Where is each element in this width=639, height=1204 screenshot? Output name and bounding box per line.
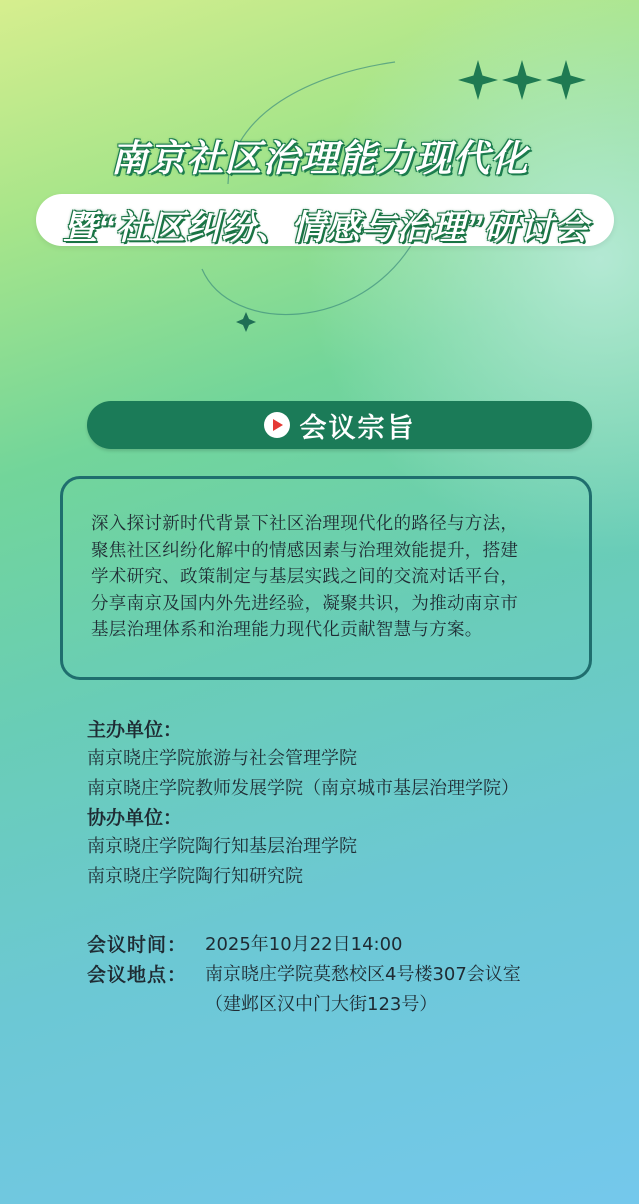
page-title: 南京社区治理能力现代化 xyxy=(110,138,529,179)
organizers-section xyxy=(87,716,627,892)
meeting-address-value: （建邺区汉中门大街123号） xyxy=(205,994,438,1015)
sparkle-stars-icon xyxy=(458,58,588,102)
play-circle-icon xyxy=(264,412,290,438)
purpose-line: 深入探讨新时代背景下社区治理现代化的路径与方法， xyxy=(91,514,519,534)
purpose-text xyxy=(91,511,567,644)
purpose-box xyxy=(60,476,592,680)
meeting-info xyxy=(87,930,625,1020)
meeting-place-row xyxy=(87,960,625,990)
meeting-time-row xyxy=(87,930,625,960)
page-subtitle: 暨“社区纠纷、情感与治理”研讨会 xyxy=(63,209,589,247)
host-item: 南京晓庄学院旅游与社会管理学院 xyxy=(87,748,357,769)
purpose-line: 学术研究、政策制定与基层实践之间的交流对话平台， xyxy=(91,567,519,587)
co-host-label: 协办单位： xyxy=(87,807,183,829)
meeting-place-value: 南京晓庄学院莫愁校区4号楼307会议室 xyxy=(205,964,521,985)
purpose-banner xyxy=(87,401,592,449)
co-host-item: 南京晓庄学院陶行知研究院 xyxy=(87,866,303,887)
meeting-time-label: 会议时间： xyxy=(87,934,188,956)
host-label: 主办单位： xyxy=(87,719,183,741)
purpose-line: 分享南京及国内外先进经验，凝聚共识，为推动南京市 xyxy=(91,593,519,614)
meeting-place-label: 会议地点： xyxy=(87,964,188,986)
purpose-line: 基层治理体系和治理能力现代化贡献智慧与方案。 xyxy=(91,620,483,640)
purpose-banner-label: 会议宗旨 xyxy=(299,412,416,444)
co-host-item: 南京晓庄学院陶行知基层治理学院 xyxy=(87,836,357,857)
host-item: 南京晓庄学院教师发展学院（南京城市基层治理学院） xyxy=(87,778,519,799)
purpose-line: 聚焦社区纠纷化解中的情感因素与治理效能提升，搭建 xyxy=(91,540,519,561)
meeting-address-row xyxy=(87,990,625,1020)
meeting-time-value: 2025年10月22日14:00 xyxy=(205,934,403,955)
